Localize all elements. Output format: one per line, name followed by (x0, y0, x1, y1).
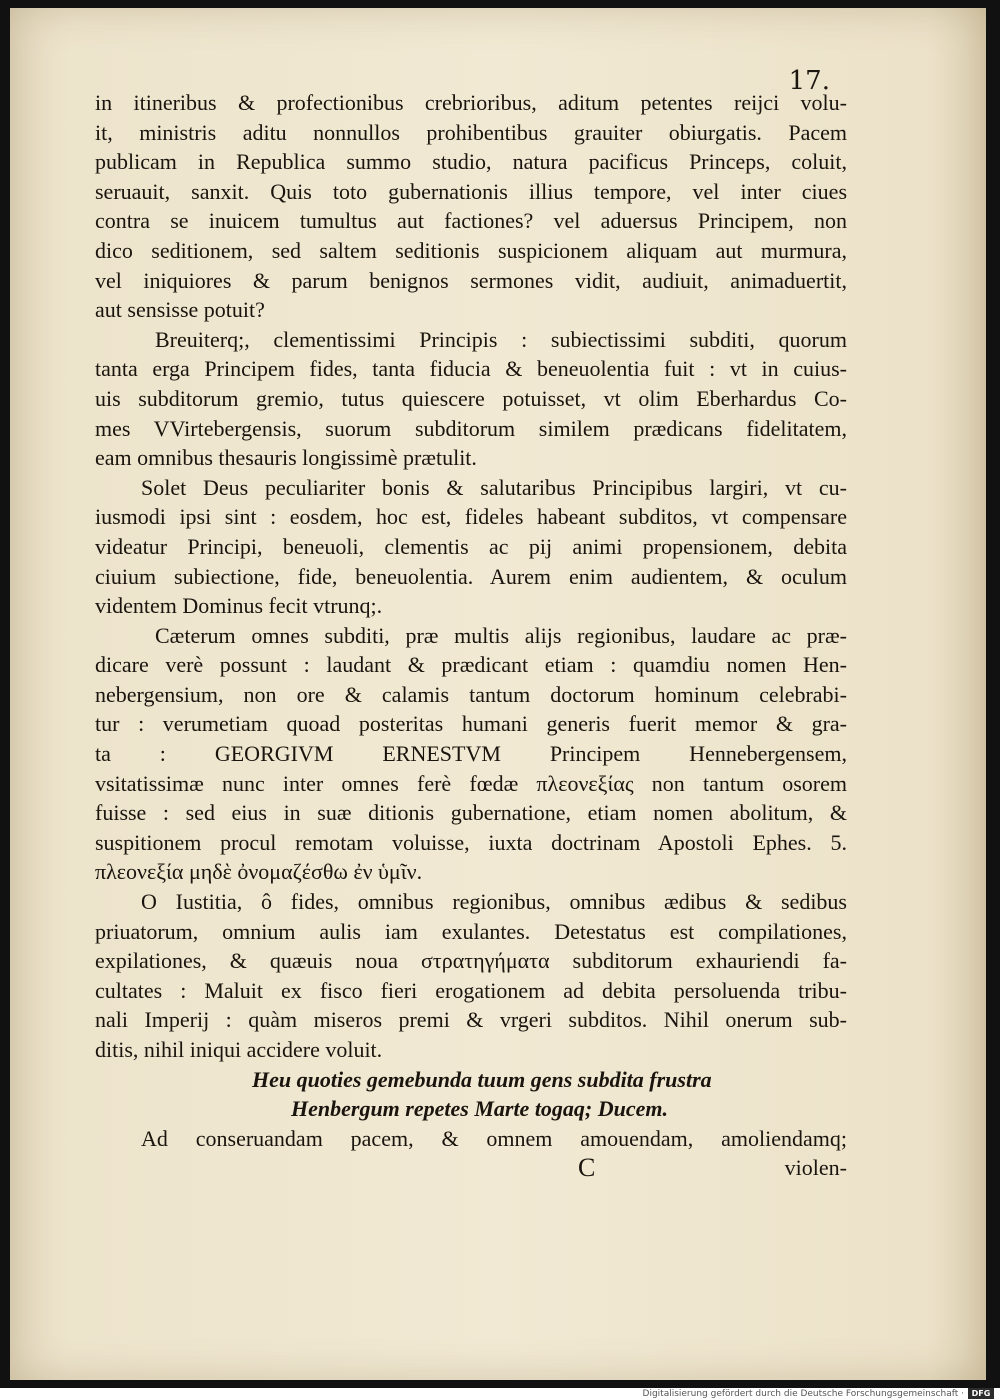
text-line: ditis, nihil iniqui accidere voluit. (95, 1037, 383, 1062)
text-line: it, ministris aditu nonnullos prohibentibus grauiter obiurgatis. Pacem (95, 119, 847, 145)
text-line: tur : verumetiam quoad posteritas humani generis fuerit memor & gra- (95, 711, 847, 737)
footer-bar (0, 1388, 1000, 1400)
text-line: dico seditionem, sed saltem seditionis suspicionem aliquam aut murmura, (95, 237, 847, 263)
text-line: in itineribus & profectionibus crebrioribus, aditum petentes reijci volu- (95, 90, 847, 115)
text-line: priuatorum, omnium aulis iam exulantes. Detestatus est compilationes, (95, 918, 847, 944)
text-line: aut sensisse potuit? (95, 297, 265, 323)
text-line: iusmodi ipsi sint : eosdem, hoc est, fideles habeant subditos, vt compensare (95, 504, 847, 530)
text-line: ciuium subiectione, fide, beneuolentia. Aurem enim audientem, & oculum (95, 563, 847, 589)
text-line: uis subditorum gremio, tutus quiescere potuisset, vt olim Eberhardus Co- (95, 385, 847, 411)
text-line: Solet Deus peculiariter bonis & salutaribus Principibus largiri, vt cu- (141, 474, 847, 500)
verse-line: Henbergum repetes Marte togaq; Ducem. (291, 1096, 669, 1122)
text-line: expilationes, & quæuis noua στρατηγήματα subditorum exhauriendi fa- (95, 948, 847, 974)
catchword-line (95, 1153, 847, 1183)
text-line: ta : GEORGIVM ERNESTVM Principem Hennebergensem, (95, 741, 847, 767)
footer-credit: Digitalisierung gefördert durch die Deutsche Forschungsgemeinschaft · (642, 1389, 964, 1399)
text-line: videntem Dominus fecit vtrunq;. (95, 593, 383, 619)
greek-quote-line: πλεονεξία μηδὲ ὀνομαζέσθω ἐν ὑμῖν. (95, 859, 423, 885)
text-line: vel iniquiores & parum benignos sermones vidit, audiuit, animaduertit, (95, 267, 847, 293)
text-line: Ad conseruandam pacem, & omnem amouendam, amoliendamq; (141, 1125, 847, 1151)
page-text (95, 88, 847, 1183)
text-line: eam omnibus thesauris longissimè prætulit. (95, 445, 477, 471)
text-line: dicare verè possunt : laudant & prædicant etiam : quamdiu nomen Hen- (95, 652, 847, 678)
text-line: tanta erga Principem fides, tanta fiducia & beneuolentia fuit : vt in cuius- (95, 356, 847, 382)
text-line: publicam in Republica summo studio, natura pacificus Princeps, coluit, (95, 149, 847, 175)
book-page (10, 8, 986, 1380)
verse-line: Heu quoties gemebunda tuum gens subdita frustra (252, 1066, 712, 1092)
page-number: 17. (788, 66, 830, 96)
text-line: seruauit, sanxit. Quis toto gubernationis illius tempore, vel inter ciues (95, 178, 847, 204)
text-line: videatur Principi, beneuoli, clementis ac pij animi propensionem, debita (95, 533, 847, 559)
text-line: cultates : Maluit ex fisco fieri erogationem ad debita persoluenda tribu- (95, 977, 847, 1003)
text-line: O Iustitia, ô fides, omnibus regionibus, omnibus ædibus & sedibus (141, 889, 847, 915)
text-line: mes VVirtebergensis, suorum subditorum similem prædicans fidelitatem, (95, 415, 847, 441)
text-line: fuisse : sed eius in suæ ditionis gubernatione, etiam nomen abolitum, & (95, 800, 847, 826)
text-line: nebergensium, non ore & calamis tantum doctorum hominum celebrabi- (95, 681, 847, 707)
text-line: contra se inuicem tumultus aut factiones? vel aduersus Principem, non (95, 208, 847, 234)
catchword: violen- (784, 1155, 847, 1181)
text-line: Breuiterq;, clementissimi Principis : subiectissimi subditi, quorum (155, 326, 847, 352)
text-line: vsitatissimæ nunc inter omnes ferè fœdæ πλεονεξίας non tantum osorem (95, 770, 847, 796)
dfg-logo: DFG (968, 1388, 994, 1399)
text-line: Cæterum omnes subditi, præ multis alijs regionibus, laudare ac præ- (155, 622, 847, 648)
signature-mark: C (578, 1153, 596, 1183)
text-line: nali Imperij : quàm miseros premi & vrgeri subditos. Nihil onerum sub- (95, 1007, 847, 1033)
text-line: suspitionem procul remotam voluisse, iuxta doctrinam Apostoli Ephes. 5. (95, 829, 847, 855)
